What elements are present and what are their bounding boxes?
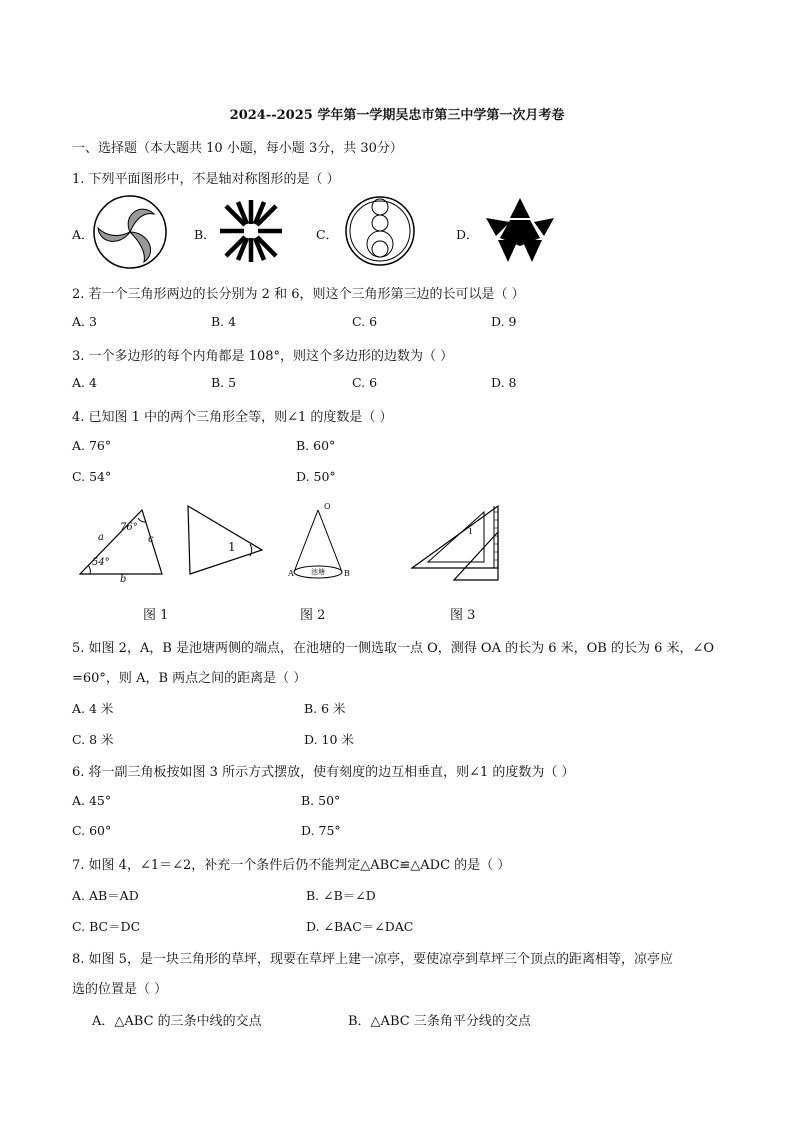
- q6-option-c: C. 60°: [72, 823, 112, 838]
- q7-option-d: D. ∠BAC＝∠DAC: [306, 919, 414, 934]
- fig1-side-c: c: [148, 534, 154, 545]
- question-8-stem-line-1: 8. 如图 5，是一块三角形的草坪，现要在草坪上建一凉亭，要使凉亭到草坪三个顶点的距离相等，凉亭应: [72, 952, 673, 967]
- q8-option-a: A．△ABC 的三条中线的交点: [92, 1014, 262, 1029]
- q1-label-a: A．: [72, 227, 94, 242]
- question-7-stem: 7. 如图 4，∠1＝∠2，补充一个条件后仍不能判定△ABC≌△ADC 的是（ ）: [72, 858, 511, 873]
- svg-text:1: 1: [468, 526, 473, 536]
- q2-option-a: A. 3: [72, 314, 97, 329]
- q1-label-b: B．: [194, 227, 216, 242]
- question-6-stem: 6. 将一副三角板按如图 3 所示方式摆放，使有刻度的边互相垂直，则∠1 的度数为（ ）: [72, 765, 575, 780]
- question-2-stem: 2. 若一个三角形两边的长分别为 2 和 6，则这个三角形第三边的长可以是（ ）: [72, 287, 525, 302]
- question-1-stem: 1. 下列平面图形中，不是轴对称图形的是（ ）: [72, 172, 340, 187]
- fig2-label-a: A: [288, 569, 294, 578]
- q1-label-c: C．: [316, 227, 339, 242]
- q3-option-b: B. 5: [211, 375, 237, 390]
- question-3-stem: 3. 一个多边形的每个内角都是 108°，则这个多边形的边数为（ ）: [72, 349, 454, 364]
- q7-option-c: C. BC＝DC: [72, 919, 141, 934]
- fig2-label-o: O: [324, 502, 331, 511]
- q5-option-b: B. 6 米: [304, 701, 346, 716]
- q4-option-c: C. 54°: [72, 469, 112, 484]
- q4-option-b: B. 60°: [296, 438, 336, 453]
- q4-option-d: D. 50°: [296, 469, 336, 484]
- q5-option-a: A. 4 米: [72, 701, 114, 716]
- q2-option-b: B. 4: [211, 314, 237, 329]
- q7-option-b: B. ∠B＝∠D: [306, 888, 376, 903]
- q3-option-d: D. 8: [491, 375, 517, 390]
- q2-option-c: C. 6: [352, 314, 378, 329]
- fig2-label-b: B: [344, 569, 350, 578]
- q2-option-d: D. 9: [491, 314, 517, 329]
- figure-1-caption: 图 1: [143, 608, 169, 623]
- fig1-angle-1: 1: [228, 540, 236, 554]
- q6-option-a: A. 45°: [72, 793, 112, 808]
- q5-option-c: C. 8 米: [72, 732, 114, 747]
- question-5-stem-line-1: 5. 如图 2，A，B 是池塘两侧的端点，在池塘的一侧选取一点 O，测得 OA 的长为 6 米，OB 的长为 6 米，∠O: [72, 641, 715, 656]
- q1-label-d: D．: [456, 227, 479, 242]
- q1-figure-d: [484, 196, 556, 266]
- fig1-angle-76: 76°: [120, 522, 138, 533]
- figure-2-caption: 图 2: [300, 608, 326, 623]
- q3-option-a: A. 4: [72, 375, 97, 390]
- figure-1-triangles: [78, 502, 268, 584]
- figure-3-caption: 图 3: [450, 608, 476, 623]
- q1-figure-b: [218, 198, 284, 264]
- question-4-stem: 4. 已知图 1 中的两个三角形全等，则∠1 的度数是（ ）: [72, 410, 393, 425]
- q1-figure-a: [92, 194, 168, 270]
- q4-option-a: A. 76°: [72, 438, 112, 453]
- fig1-side-a: a: [98, 532, 104, 543]
- question-5-stem-line-2: =60°，则 A，B 两点之间的距离是（ ）: [72, 671, 307, 686]
- q7-option-a: A. AB＝AD: [72, 888, 139, 903]
- q5-option-d: D. 10 米: [304, 732, 354, 747]
- q3-option-c: C. 6: [352, 375, 378, 390]
- q8-option-b: B．△ABC 三条角平分线的交点: [348, 1014, 531, 1029]
- q6-option-b: B. 50°: [301, 793, 341, 808]
- q6-option-d: D. 75°: [301, 823, 341, 838]
- figure-3-set-squares: [408, 502, 504, 584]
- fig1-angle-54: 54°: [92, 557, 110, 568]
- fig1-side-b: b: [120, 574, 127, 585]
- q1-figure-c: [344, 194, 416, 268]
- fig2-label-pond: 池塘: [311, 568, 325, 576]
- question-8-stem-line-2: 选的位置是（ ）: [72, 982, 168, 997]
- exam-title: 2024--2025 学年第一学期吴忠市第三中学第一次月考卷: [229, 108, 565, 123]
- section-heading: 一、选择题（本大题共 10 小题，每小题 3分，共 30分）: [72, 141, 403, 156]
